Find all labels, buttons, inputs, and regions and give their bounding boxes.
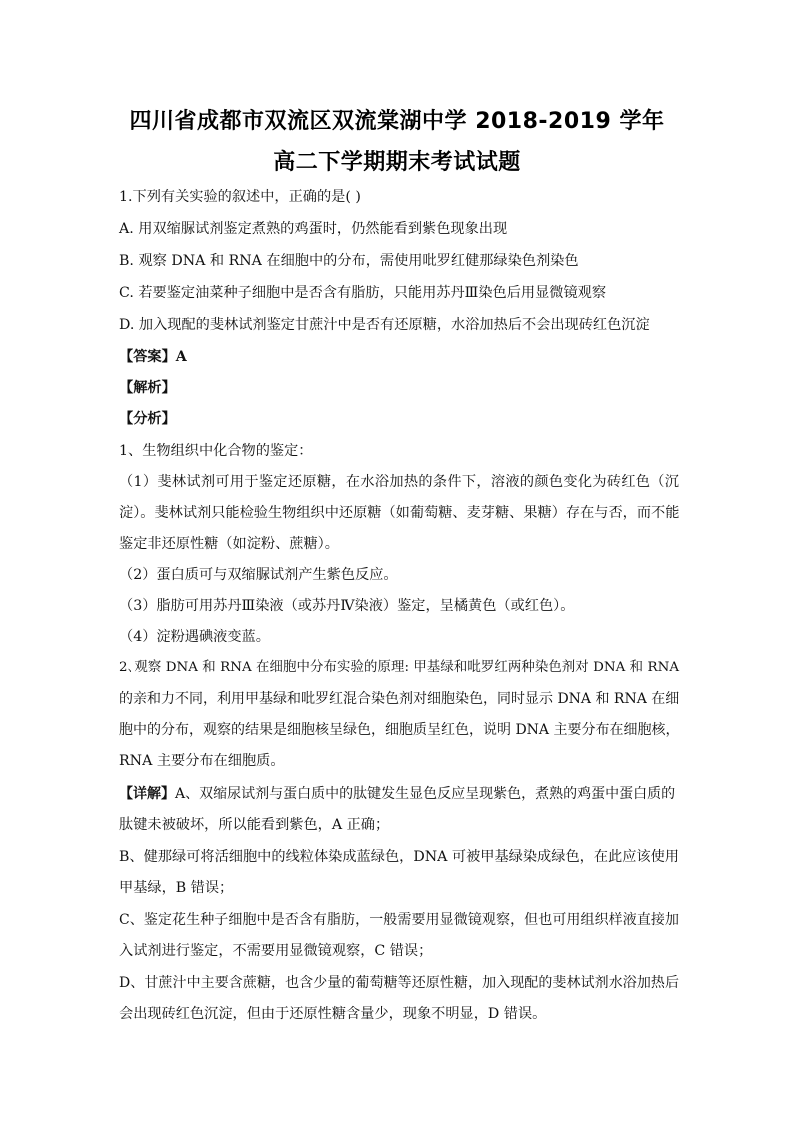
fenxi-heading: 【分析】	[119, 411, 176, 427]
detail-line: C、鉴定花生种子细胞中是否含有脂肪，一般需要用显微镜观察，但也可用组织样液直接加	[119, 912, 679, 928]
question-stem: 1.下列有关实验的叙述中，正确的是( )	[119, 189, 361, 205]
detail-line: 甲基绿，B 错误；	[119, 880, 234, 896]
analysis-line: （2）蛋白质可与双缩脲试剂产生紫色反应。	[119, 567, 398, 583]
analysis-line: RNA 主要分布在细胞质。	[119, 753, 285, 769]
analysis-line: 的亲和力不同，利用甲基绿和吡罗红混合染色剂对细胞染色，同时显示 DNA 和 RNA 在细	[119, 691, 680, 707]
document-title-line-1: 四川省成都市双流区双流棠湖中学 2018-2019 学年	[129, 109, 665, 134]
analysis-line: 淀）。斐林试剂只能检验生物组织中还原糖（如葡萄糖、麦芽糖、果糖）存在与否，而不能	[119, 505, 680, 521]
detail-line-1	[119, 785, 679, 803]
detail-line: 入试剂进行鉴定，不需要用显微镜观察，C 错误；	[119, 943, 433, 959]
detail-line: B、健那绿可将活细胞中的线粒体染成蓝绿色，DNA 可被甲基绿染成绿色，在此应该使用	[119, 849, 679, 865]
detail-line: 肽键未被破坏，所以能看到紫色，A 正确；	[119, 817, 390, 833]
option-c: C. 若要鉴定油菜种子细胞中是否含有脂肪，只能用苏丹Ⅲ染色后用显微镜观察	[119, 285, 607, 301]
option-d: D. 加入现配的斐林试剂鉴定甘蔗汁中是否有还原糖，水浴加热后不会出现砖红色沉淀	[119, 317, 650, 333]
detail-line: D、甘蔗汁中主要含蔗糖，也含少量的葡萄糖等还原性糖，加入现配的斐林试剂水浴加热后	[119, 975, 679, 991]
detail-label: 【详解】	[119, 786, 175, 802]
analysis-heading: 【解析】	[119, 380, 176, 396]
document-title-line-2: 高二下学期期末考试试题	[273, 150, 521, 175]
analysis-line: 胞中的分布，观察的结果是细胞核呈绿色，细胞质呈红色，说明 DNA 主要分布在细胞核，	[119, 722, 680, 738]
answer: 【答案】A	[119, 349, 187, 365]
analysis-line: 鉴定非还原性糖（如淀粉、蔗糖）。	[119, 536, 339, 552]
analysis-line: （4）淀粉遇碘液变蓝。	[119, 629, 270, 645]
analysis-line: （1）斐林试剂可用于鉴定还原糖，在水浴加热的条件下，溶液的颜色变化为砖红色（沉	[119, 474, 679, 490]
analysis-line: （3）脂肪可用苏丹Ⅲ染液（或苏丹Ⅳ染液）鉴定，呈橘黄色（或红色）。	[119, 598, 575, 614]
detail-text: A、双缩尿试剂与蛋白质中的肽键发生显色反应呈现紫色，煮熟的鸡蛋中蛋白质的	[175, 786, 676, 802]
analysis-line: 1、生物组织中化合物的鉴定：	[119, 443, 313, 459]
option-a: A. 用双缩脲试剂鉴定煮熟的鸡蛋时，仍然能看到紫色现象出现	[119, 221, 508, 237]
detail-line: 会出现砖红色沉淀，但由于还原性糖含量少，现象不明显，D 错误。	[119, 1006, 547, 1022]
option-b: B. 观察 DNA 和 RNA 在细胞中的分布，需使用吡罗红健那绿染色剂染色	[119, 253, 579, 269]
analysis-line: 2､观察 DNA 和 RNA 在细胞中分布实验的原理: 甲基绿和吡罗红两种染色剂对 DNA 和 RNA	[119, 660, 679, 675]
